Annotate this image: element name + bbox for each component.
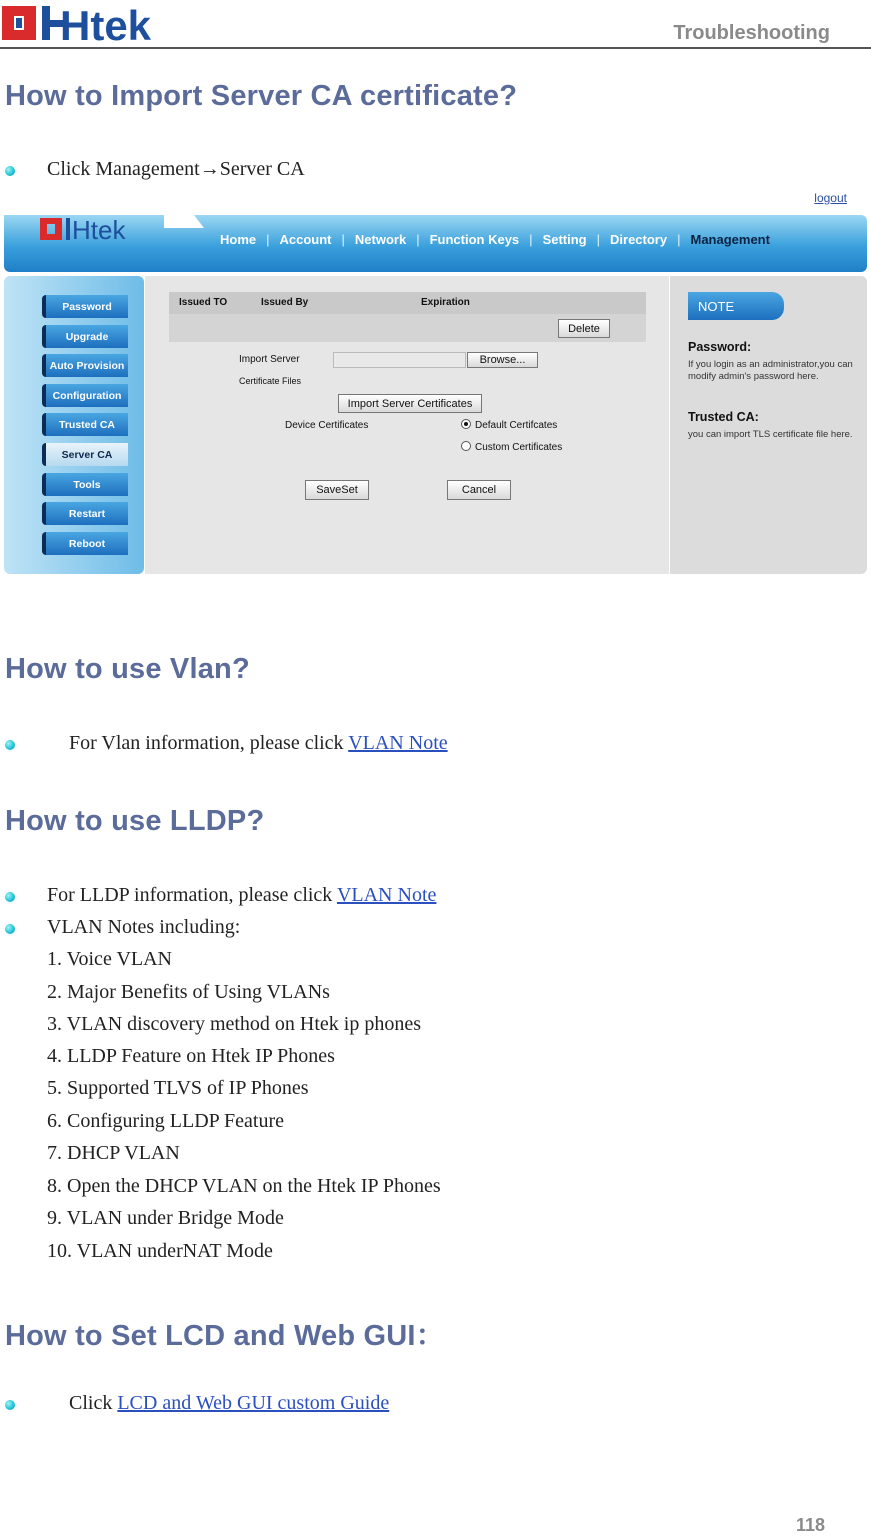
screenshot-logo xyxy=(40,216,146,244)
menu-restart[interactable]: Restart xyxy=(42,502,128,525)
note-panel xyxy=(670,276,867,574)
file-path-input[interactable] xyxy=(333,352,466,368)
menu-server-ca[interactable]: Server CA xyxy=(42,443,128,466)
menu-password[interactable]: Password xyxy=(42,295,128,318)
nav-directory[interactable]: Directory xyxy=(610,232,668,247)
nav-function-keys[interactable]: Function Keys xyxy=(429,232,520,247)
menu-upgrade[interactable]: Upgrade xyxy=(42,325,128,348)
col-issued-to: Issued TO xyxy=(179,297,228,308)
import-server-label: Import Server xyxy=(239,354,300,365)
lcd-instruction: Click LCD and Web GUI custom Guide xyxy=(69,1392,390,1414)
lcd-web-gui-guide-link[interactable]: LCD and Web GUI custom Guide xyxy=(117,1392,390,1414)
note-trusted-ca-text: you can import TLS certificate file here. xyxy=(688,429,853,440)
heading-lcd-web-gui: How to Set LCD and Web GUI： xyxy=(5,1320,445,1352)
nav-network[interactable]: Network xyxy=(354,232,407,247)
note-password-title: Password: xyxy=(688,340,752,354)
page-number: 118 xyxy=(795,1515,825,1535)
note-password-text: If you login as an administrator,you can modify admin's password here. xyxy=(688,359,853,382)
import-server-certificates-button[interactable]: Import Server Certificates xyxy=(338,394,482,413)
heading-vlan: How to use Vlan? xyxy=(5,653,250,685)
radio-default-label: Default Certifcates xyxy=(475,420,558,431)
nav-setting[interactable]: Setting xyxy=(542,232,587,247)
nav-account[interactable]: Account xyxy=(279,232,332,247)
device-certificates-label: Device Certificates xyxy=(285,420,369,431)
bullet-icon xyxy=(5,892,15,902)
vlan-instruction: For Vlan information, please click VLAN Note xyxy=(69,732,448,754)
bullet-icon xyxy=(5,166,15,176)
bullet-icon xyxy=(5,1400,15,1410)
menu-trusted-ca[interactable]: Trusted CA xyxy=(42,413,128,436)
section-title: Troubleshooting xyxy=(673,22,830,44)
cancel-button[interactable]: Cancel xyxy=(447,480,511,500)
list-item: 2. Major Benefits of Using VLANs xyxy=(47,981,330,1003)
bullet-icon xyxy=(5,740,15,750)
bullet-icon xyxy=(5,924,15,934)
vlan-note-link[interactable]: VLAN Note xyxy=(348,732,448,754)
list-item: 10. VLAN underNAT Mode xyxy=(47,1240,273,1262)
menu-tools[interactable]: Tools xyxy=(42,473,128,496)
browse-button[interactable]: Browse... xyxy=(467,352,538,368)
nav-management[interactable]: Management xyxy=(690,232,770,247)
note-tab: NOTE xyxy=(688,292,784,320)
nav-home[interactable]: Home xyxy=(220,232,257,247)
logo-text: Htek xyxy=(60,2,152,44)
list-item: 1. Voice VLAN xyxy=(47,948,172,970)
radio-custom-certificates[interactable] xyxy=(461,441,471,451)
certificate-table-header xyxy=(169,292,646,314)
menu-reboot[interactable]: Reboot xyxy=(42,532,128,555)
server-ca-screenshot xyxy=(4,188,867,574)
list-item: 8. Open the DHCP VLAN on the Htek IP Phones xyxy=(47,1175,441,1197)
list-item: 3. VLAN discovery method on Htek ip phones xyxy=(47,1013,422,1035)
lldp-vlan-note-link[interactable]: VLAN Note xyxy=(336,884,437,906)
import-ca-instruction: Click Management→Server CA xyxy=(47,158,305,180)
radio-custom-label: Custom Certificates xyxy=(475,442,563,453)
menu-configuration[interactable]: Configuration xyxy=(42,384,128,407)
htek-logo xyxy=(2,2,192,44)
logout-link[interactable]: logout xyxy=(814,191,847,205)
list-item: 9. VLAN under Bridge Mode xyxy=(47,1207,284,1229)
note-trusted-ca-title: Trusted CA: xyxy=(688,410,759,424)
delete-button[interactable]: Delete xyxy=(558,319,610,338)
menu-auto-provision[interactable]: Auto Provision xyxy=(42,354,128,377)
list-item: 4. LLDP Feature on Htek IP Phones xyxy=(47,1045,335,1067)
svg-text:Htek: Htek xyxy=(72,216,126,244)
heading-import-ca: How to Import Server CA certificate? xyxy=(5,80,518,112)
radio-default-certificates[interactable] xyxy=(461,419,471,429)
col-expiration: Expiration xyxy=(421,297,470,308)
col-issued-by: Issued By xyxy=(261,297,309,308)
list-item: 5. Supported TLVS of IP Phones xyxy=(47,1077,309,1099)
main-nav: Home | Account | Network | Function Keys | Setting | Directory | Management xyxy=(210,232,780,247)
lldp-instruction: For LLDP information, please click VLAN Note xyxy=(47,884,437,906)
heading-lldp: How to use LLDP? xyxy=(5,805,265,837)
list-item: 7. DHCP VLAN xyxy=(47,1142,180,1164)
list-item: 6. Configuring LLDP Feature xyxy=(47,1110,285,1132)
nav-curve xyxy=(164,188,204,228)
saveset-button[interactable]: SaveSet xyxy=(305,480,369,500)
arrow-right-icon: → xyxy=(199,158,220,180)
header-divider xyxy=(0,47,871,49)
certificate-files-label: Certificate Files xyxy=(239,376,302,386)
vlan-notes-intro: VLAN Notes including: xyxy=(47,916,241,938)
